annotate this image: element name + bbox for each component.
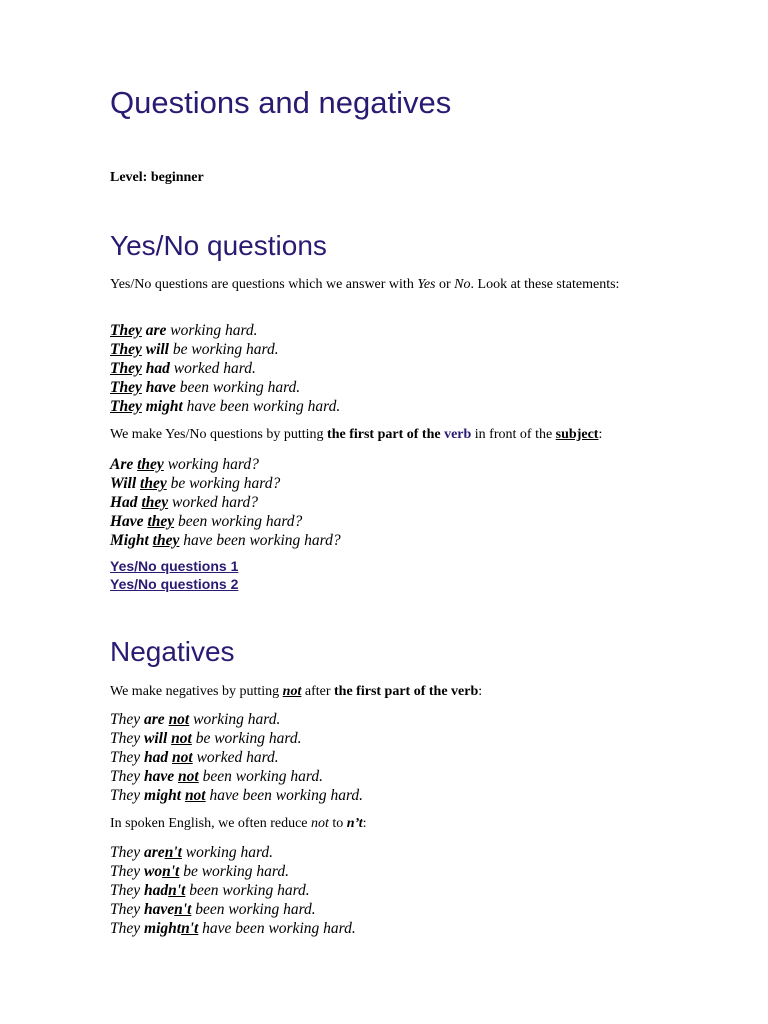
statement-row: They have been working hard.: [110, 379, 301, 396]
negatives-rule: We make negatives by putting not after the first part of the verb:: [110, 684, 483, 699]
question-row: Have they been working hard?: [110, 513, 303, 530]
heading-yes-no-questions: Yes/No questions: [110, 230, 327, 261]
level-label: Level: beginner: [110, 170, 204, 185]
contraction-row: They aren't working hard.: [110, 844, 274, 861]
spoken-english-note: In spoken English, we often reduce not to n’t:: [110, 816, 367, 831]
contraction-row: They won't be working hard.: [110, 863, 289, 880]
statement-row: They might have been working hard.: [110, 398, 341, 415]
statement-row: They will be working hard.: [110, 341, 279, 358]
negative-row: They have not been working hard.: [110, 768, 323, 785]
link-yes-no-questions-2[interactable]: Yes/No questions 2: [110, 575, 239, 592]
question-row: Will they be working hard?: [110, 475, 281, 492]
statement-row: They are working hard.: [110, 322, 258, 339]
negative-row: They might not have been working hard.: [110, 787, 364, 804]
negative-list: [110, 710, 363, 805]
link-yes-no-questions-1[interactable]: Yes/No questions 1: [110, 558, 239, 574]
page-title: Questions and negatives: [110, 85, 452, 120]
contraction-row: They haven't been working hard.: [110, 901, 316, 918]
yes-no-intro: Yes/No questions are questions which we answer with Yes or No. Look at these statements:: [110, 277, 620, 292]
contraction-row: They hadn't been working hard.: [110, 882, 310, 899]
contraction-list: [110, 843, 356, 938]
heading-negatives: Negatives: [110, 636, 235, 667]
negative-row: They are not working hard.: [110, 711, 281, 728]
question-row: Might they have been working hard?: [110, 532, 341, 549]
statement-list: [110, 321, 340, 416]
question-row: Are they working hard?: [110, 456, 259, 473]
contraction-row: They mightn't have been working hard.: [110, 920, 356, 937]
negative-row: They had not worked hard.: [110, 749, 279, 766]
exercise-links: [110, 558, 238, 593]
statement-row: They had worked hard.: [110, 360, 256, 377]
negative-row: They will not be working hard.: [110, 730, 302, 747]
question-row: Had they worked hard?: [110, 494, 258, 511]
yes-no-rule: We make Yes/No questions by putting the first part of the verb in front of the subject:: [110, 427, 603, 442]
question-list: [110, 455, 341, 550]
